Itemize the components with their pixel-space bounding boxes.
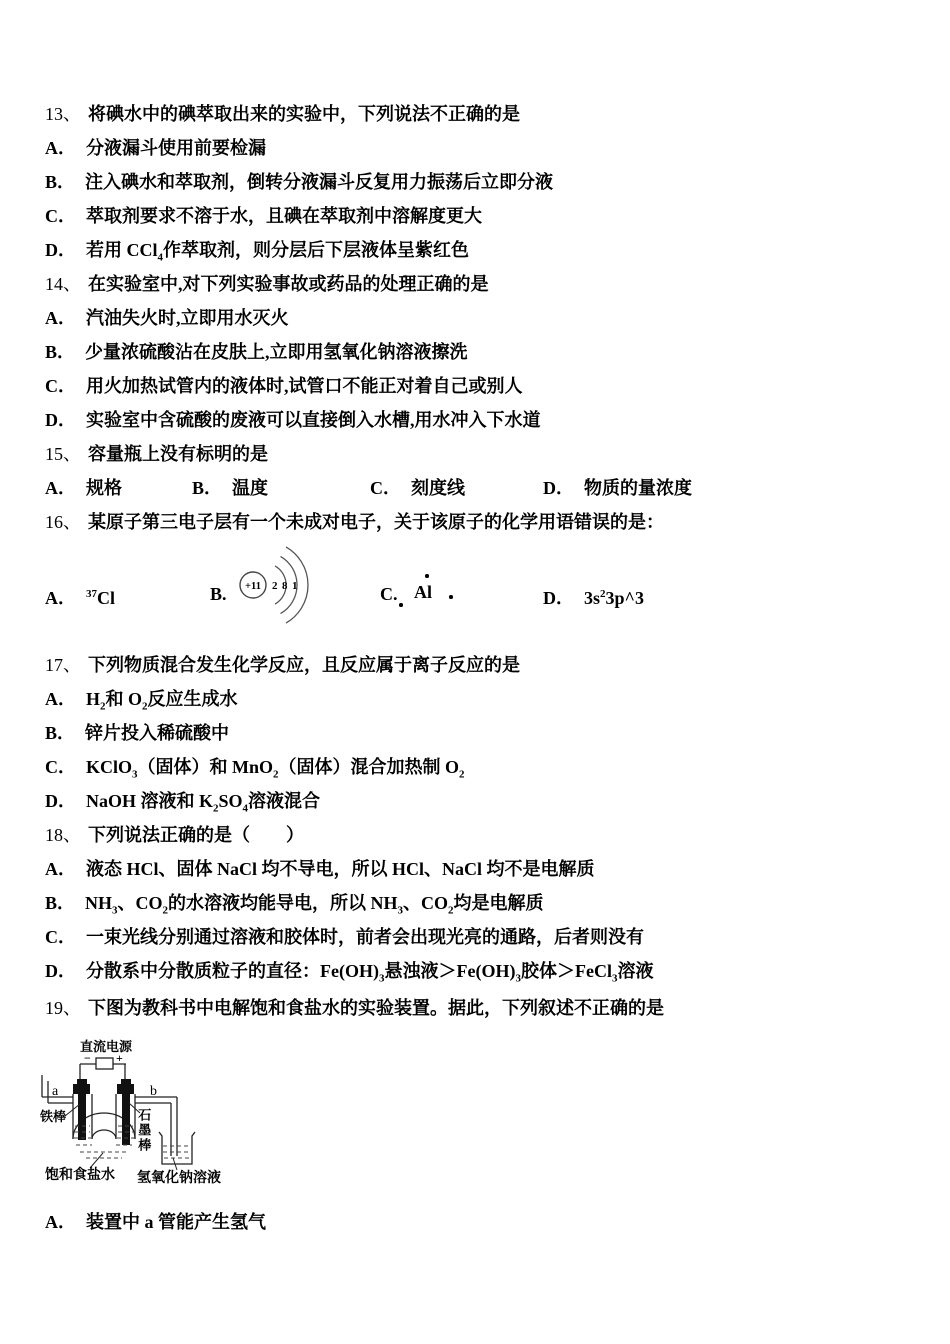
- q18-option-a: [45, 858, 595, 880]
- q19-stem-text: 下图为教科书中电解饱和食盐水的实验装置。据此，下列叙述不正确的是: [88, 998, 664, 1018]
- q16-option-c-label-text: C.: [380, 584, 398, 604]
- utube-inner-bend: [92, 1130, 116, 1139]
- graphite-rod-label: 石墨棒: [136, 1108, 152, 1153]
- plus-terminal-label: +: [116, 1051, 123, 1065]
- q19-option-a: [45, 1211, 266, 1233]
- shell-electrons-2: 8: [282, 580, 288, 592]
- graphite-rod-shape: [122, 1094, 130, 1145]
- left-rod-top: [77, 1079, 87, 1084]
- electron-dot-left: [399, 603, 403, 607]
- q16-option-d-label: D．: [543, 588, 574, 608]
- tube-a-label: a: [52, 1084, 59, 1099]
- q16-option-a-label: A．: [45, 588, 76, 608]
- q13-stem-text: 将碘水中的碘萃取出来的实验中，下列说法不正确的是: [88, 104, 520, 124]
- q15-stem-text: 容量瓶上没有标明的是: [88, 444, 268, 464]
- q14-option-c: [45, 375, 523, 397]
- q14-stem-text: 在实验室中,对下列实验事故或药品的处理正确的是: [88, 274, 489, 294]
- left-stopper: [73, 1084, 90, 1094]
- q14-option-c-label: C．: [45, 376, 76, 396]
- q14-option-b-text: 少量浓硫酸沾在皮肤上,立即用氢氧化钠溶液擦洗: [85, 342, 468, 362]
- iron-rod-shape: [78, 1094, 86, 1140]
- q13-option-b-text: 注入碘水和萃取剂，倒转分液漏斗反复用力振荡后立即分液: [85, 172, 554, 192]
- electrolysis-apparatus-diagram: [40, 1039, 270, 1194]
- q18-option-c-text: 一束光线分别通过溶液和胶体时，前者会出现光亮的通路，后者则没有: [86, 927, 644, 947]
- q13-option-a-text: 分液漏斗使用前要检漏: [86, 138, 266, 158]
- q16-option-a-text: $^{37}$Cl: [86, 588, 115, 608]
- iron-rod-label: 铁棒: [40, 1109, 67, 1124]
- nucleus-charge: +11: [245, 581, 261, 592]
- q14-option-a-label: A．: [45, 308, 76, 328]
- right-rod-top: [121, 1079, 131, 1084]
- q17-option-b-label: B．: [45, 723, 76, 743]
- q18-number: 18、: [45, 825, 81, 845]
- q14-option-b-label: B．: [45, 342, 76, 362]
- q15-option-c-text: 刻度线: [411, 478, 465, 498]
- q17-stem: [45, 654, 520, 676]
- q17-option-d-text: NaOH 溶液和 $K_2SO_4$溶液混合: [86, 791, 321, 815]
- q19-stem: [45, 997, 664, 1019]
- q13-option-d-text: 若用 CCl$_4$作萃取剂，则分层后下层液体呈紫红色: [86, 240, 469, 264]
- q15-option-a-text: 规格: [86, 478, 122, 498]
- minus-terminal-label: −: [84, 1051, 91, 1065]
- q17-option-b-text: 锌片投入稀硫酸中: [85, 723, 230, 743]
- q16-number: 16、: [45, 512, 81, 532]
- q17-number: 17、: [45, 655, 81, 675]
- q13-option-b-label: B．: [45, 172, 76, 192]
- q13-option-c-text: 萃取剂要求不溶于水，且碘在萃取剂中溶解度更大: [86, 206, 482, 226]
- q15-option-b-text: 温度: [232, 478, 269, 498]
- q13-option-a-label: A．: [45, 138, 76, 158]
- dc-power-label: 直流电源: [80, 1039, 133, 1054]
- q18-option-a-label: A．: [45, 859, 76, 879]
- q14-option-a: [45, 307, 289, 329]
- electron-dot-top: [425, 574, 429, 578]
- q13-option-d: [45, 239, 469, 269]
- q17-option-d: [45, 790, 320, 820]
- q13-option-a: [45, 137, 266, 159]
- shell-electrons-3: 1: [292, 580, 298, 592]
- q18-option-b-label: B．: [45, 893, 76, 913]
- q17-option-b: [45, 722, 229, 744]
- q18-option-b: [45, 892, 544, 922]
- q17-stem-text: 下列物质混合发生化学反应，且反应属于离子反应的是: [88, 655, 520, 675]
- q13-stem: [45, 103, 520, 125]
- q14-option-a-text: 汽油失火时,立即用水灭火: [86, 308, 289, 328]
- q17-option-c-text: KClO$_3$（固体）和 MnO$_2$（固体）混合加热制 $O_2$: [86, 757, 465, 781]
- shell-electrons-1: 2: [272, 580, 278, 592]
- q13-option-d-label: D．: [45, 240, 76, 260]
- brine-pointer: [90, 1153, 103, 1168]
- q14-number: 14、: [45, 274, 81, 294]
- q15-option-a-label: A．: [45, 478, 76, 498]
- q16-option-c-label: [380, 583, 398, 605]
- q18-option-d-label: D．: [45, 961, 76, 981]
- q13-option-c: [45, 205, 482, 227]
- battery-symbol: [96, 1058, 113, 1069]
- q13-option-b: [45, 171, 553, 193]
- q18-option-c: [45, 926, 644, 948]
- q16-option-b-label-text: B.: [210, 584, 227, 604]
- q18-stem: [45, 824, 304, 846]
- q16-option-d: [543, 583, 644, 609]
- bohr-atom-diagram: [236, 533, 316, 633]
- q16-option-a: [45, 583, 115, 609]
- q18-option-c-label: C．: [45, 927, 76, 947]
- q15-option-c-label: C．: [370, 478, 401, 498]
- q14-stem: [45, 273, 489, 295]
- q16-stem-text: 某原子第三电子层有一个未成对电子，关于该原子的化学用语错误的是：: [88, 512, 664, 532]
- q17-option-c: [45, 756, 465, 786]
- q17-option-a: [45, 688, 238, 718]
- q15-option-d-label: D．: [543, 478, 574, 498]
- q16-option-d-text: $3s^23p\^{}3$: [584, 588, 644, 608]
- q14-option-d-label: D．: [45, 410, 76, 430]
- q15-option-b: [192, 477, 268, 499]
- q16-stem: [45, 511, 664, 533]
- q15-option-a: [45, 477, 122, 499]
- tube-b-label: b: [150, 1084, 157, 1099]
- q17-option-a-text: $H_2$和 $O_2$反应生成水: [86, 689, 238, 713]
- q14-option-d-text: 实验室中含硫酸的废液可以直接倒入水槽,用水冲入下水道: [86, 410, 541, 430]
- liquid-bend: [76, 1145, 132, 1158]
- naoh-label: 氢氧化钠溶液: [137, 1171, 221, 1186]
- q19-option-a-text: 装置中 a 管能产生氢气: [86, 1212, 266, 1232]
- q18-stem-text: 下列说法正确的是（ ）: [88, 825, 304, 845]
- element-symbol: Al: [414, 582, 432, 602]
- q14-option-d: [45, 409, 541, 431]
- q15-option-d: [543, 477, 692, 499]
- q17-option-d-label: D．: [45, 791, 76, 811]
- q19-number: 19、: [45, 998, 81, 1018]
- q19-option-a-label: A．: [45, 1212, 76, 1232]
- right-stopper: [117, 1084, 134, 1094]
- q14-option-c-text: 用火加热试管内的液体时,试管口不能正对着自己或别人: [86, 376, 523, 396]
- q13-option-c-label: C．: [45, 206, 76, 226]
- q18-option-a-text: 液态 HCl、固体 NaCl 均不导电，所以 HCl、NaCl 均不是电解质: [86, 859, 595, 879]
- q16-option-b-label: [210, 583, 227, 605]
- q15-stem: [45, 443, 268, 465]
- q14-option-b: [45, 341, 468, 363]
- brine-label: 饱和食盐水: [45, 1168, 115, 1183]
- q18-option-d-text: 分散系中分散质粒子的直径：$Fe(OH)_3$悬浊液$>Fe(OH)_3$胶体＞FeCl$_3$溶液: [86, 961, 654, 985]
- lewis-structure-al: [398, 576, 456, 616]
- q17-option-a-label: A．: [45, 689, 76, 709]
- q15-option-c: [370, 477, 465, 499]
- q18-option-d: [45, 960, 653, 990]
- q15-option-d-text: 物质的量浓度: [584, 478, 692, 498]
- electron-dot-right: [449, 595, 453, 599]
- q15-number: 15、: [45, 444, 81, 464]
- q13-number: 13、: [45, 104, 81, 124]
- q15-option-b-label: B．: [192, 478, 223, 498]
- q17-option-c-label: C．: [45, 757, 76, 777]
- q18-option-b-text: $NH_3$、$CO_2$的水溶液均能导电，所以 $NH_3$、$CO_2$均是电解质: [85, 893, 544, 917]
